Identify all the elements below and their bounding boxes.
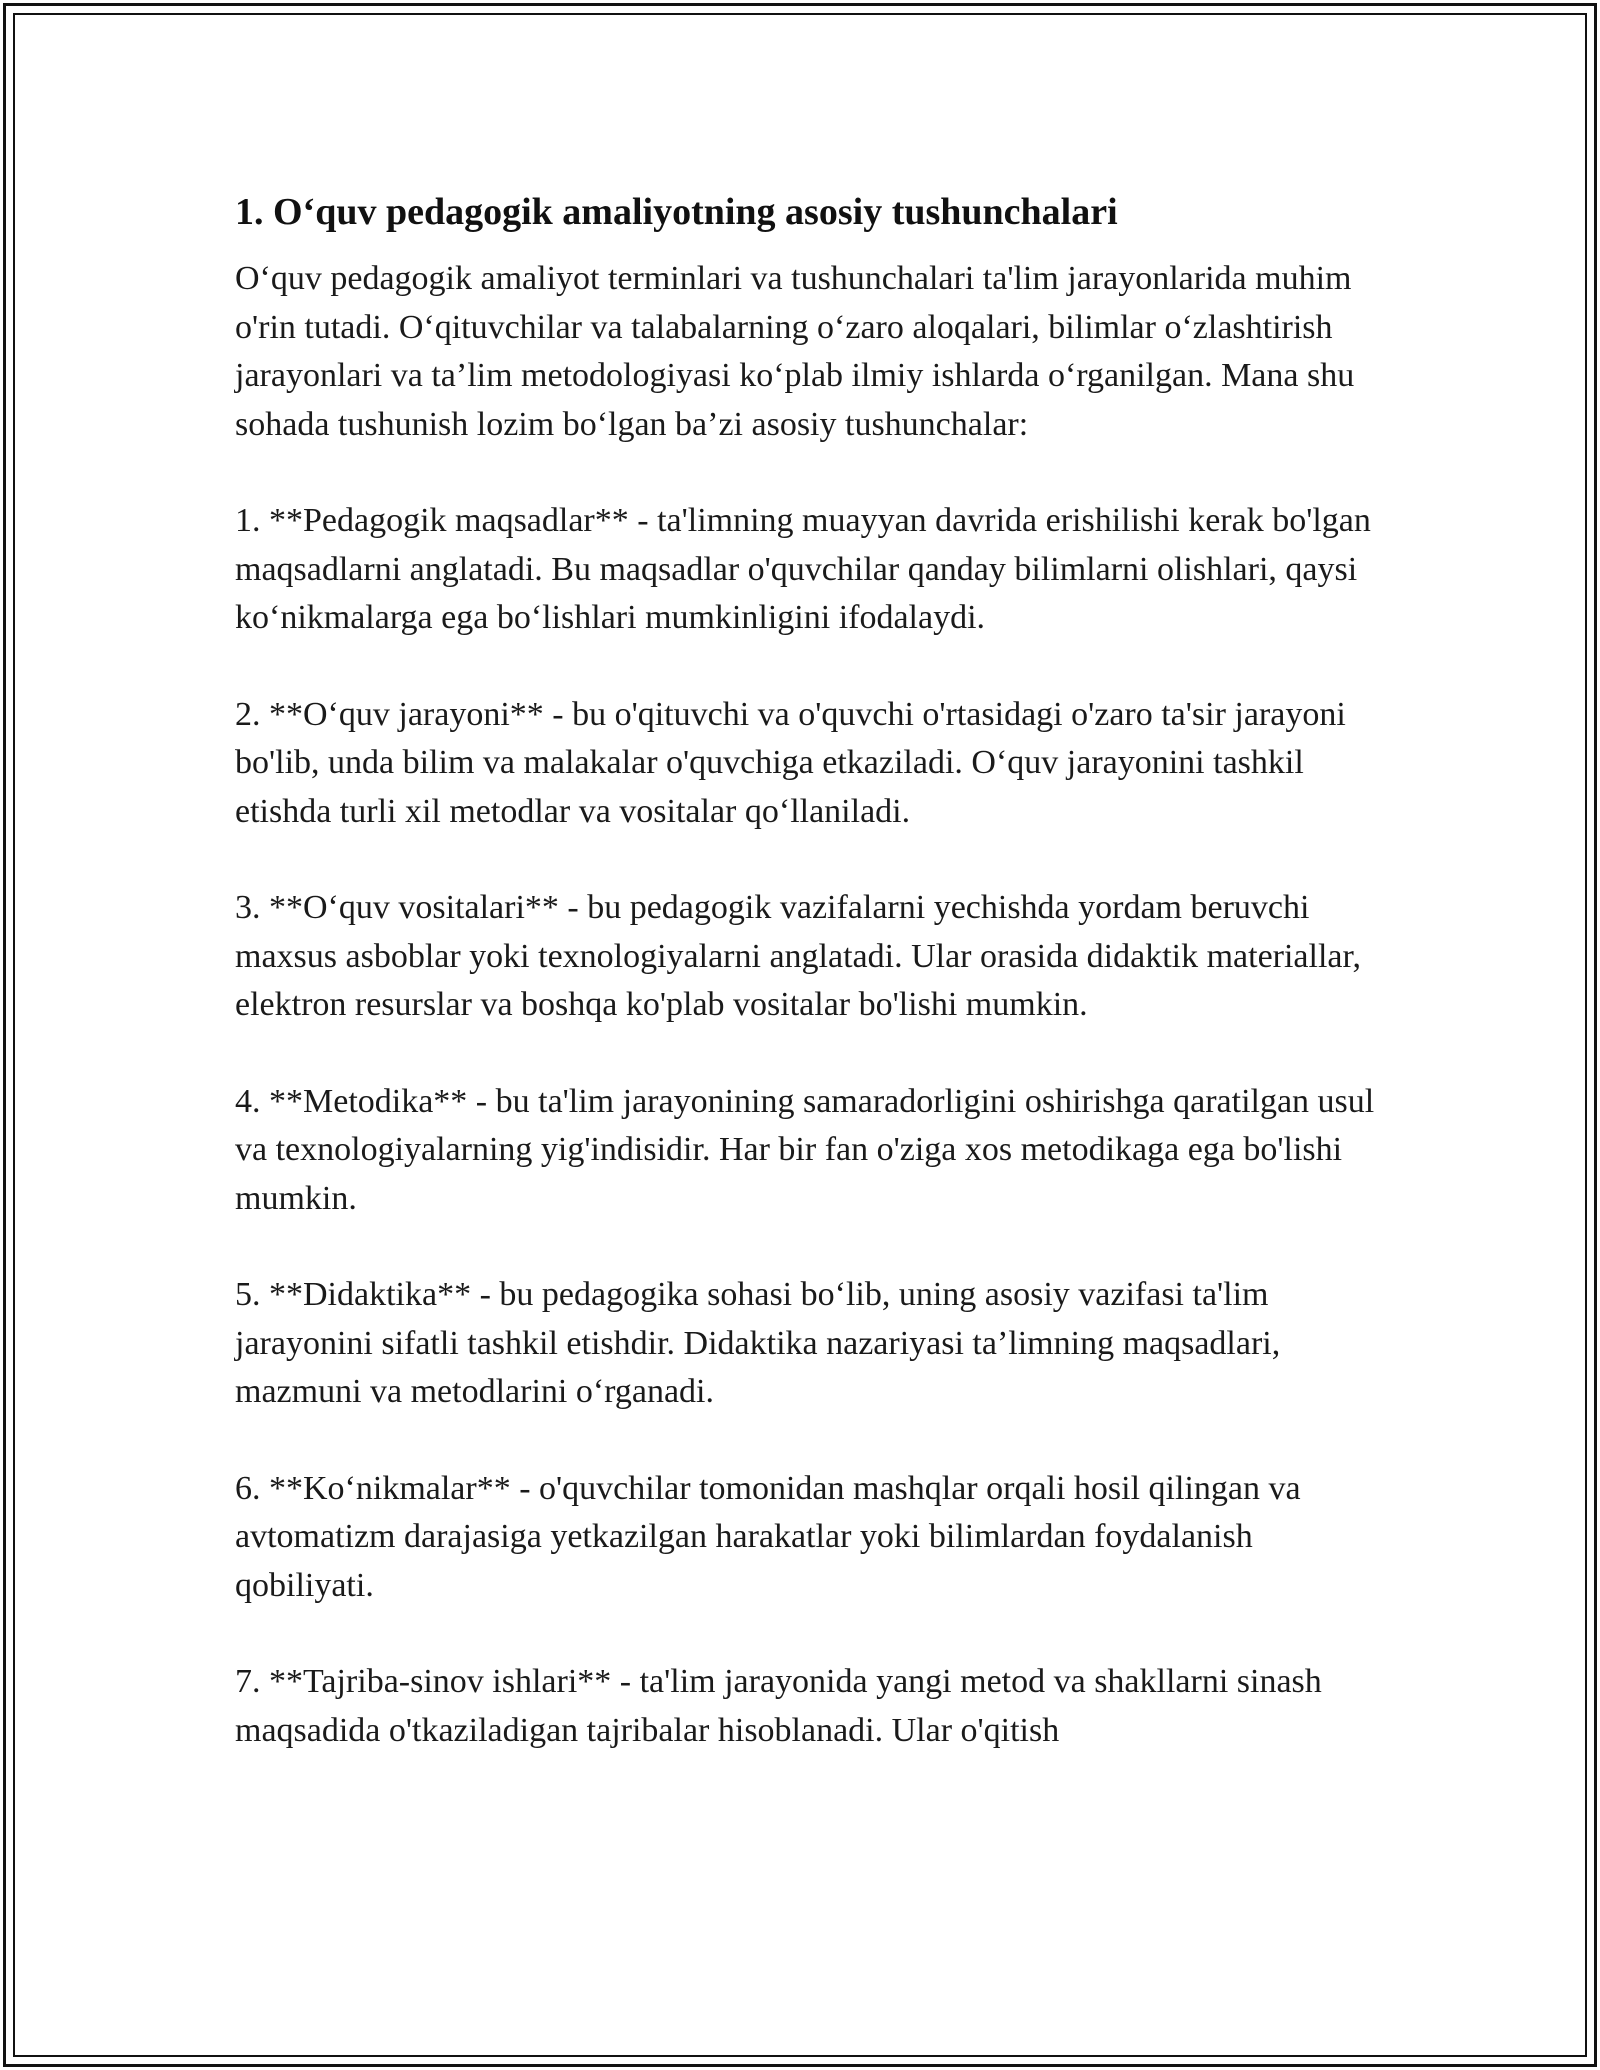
- list-item-2: 2. **O‘quv jarayoni** - bu o'qituvchi va o'quvchi o'rtasidagi o'zaro ta'sir jarayoni bo'lib, unda bilim va malakalar o'quvchiga etkaziladi. O‘quv jarayonini tashkil etishda turli xil metodlar va vositalar qo‘llaniladi.: [235, 695, 1346, 830]
- list-item-1: 1. **Pedagogik maqsadlar** - ta'limning muayyan davrida erishilishi kerak bo'lgan maqsadlarni anglatadi. Bu maqsadlar o'quvchilar qanday bilimlarni olishlari, qaysi ko‘nikmalarga ega bo‘lishlari mumkinligini ifodalaydi.: [235, 502, 1371, 636]
- intro-paragraph: O‘quv pedagogik amaliyot terminlari va tushunchalari ta'lim jarayonlarida muhim o'rin tutadi. O‘qituvchilar va talabalarning o‘zaro aloqalari, bilimlar o‘zlashtirish jarayonlari va ta’lim metodologiyasi ko‘plab ilmiy ishlarda o‘rganilgan. Mana shu sohada tushunish lozim bo‘lgan ba’zi asosiy tushunchalar:: [235, 260, 1355, 443]
- document-body: [235, 187, 1385, 1755]
- list-item-7: 7. **Tajriba-sinov ishlari** - ta'lim jarayonida yangi metod va shakllarni sinash maqsadida o'tkaziladigan tajribalar hisoblanadi. Ular o'qitish: [235, 1663, 1322, 1749]
- list-item-4: 4. **Metodika** - bu ta'lim jarayonining samaradorligini oshirishga qaratilgan usul va texnologiyalarning yig'indisidir. Har bir fan o'ziga xos metodikaga ega bo'lishi mumkin.: [235, 1082, 1375, 1217]
- list-item-5: 5. **Didaktika** - bu pedagogika sohasi bo‘lib, uning asosiy vazifasi ta'lim jarayonini sifatli tashkil etishdir. Didaktika nazariyasi ta’limning maqsadlari, mazmuni va metodlarini o‘rganadi.: [235, 1276, 1281, 1410]
- list-item-3: 3. **O‘quv vositalari** - bu pedagogik vazifalarni yechishda yordam beruvchi maxsus asboblar yoki texnologiyalarni anglatadi. Ular orasida didaktik materiallar, elektron resurslar va boshqa ko'plab vositalar bo'lishi mumkin.: [235, 889, 1361, 1023]
- section-title: 1. O‘quv pedagogik amaliyotning asosiy tushunchalari: [235, 191, 1118, 233]
- list-item-6: 6. **Ko‘nikmalar** - o'quvchilar tomonidan mashqlar orqali hosil qilingan va avtomatizm darajasiga yetkazilgan harakatlar yoki bilimlardan foydalanish qobiliyati.: [235, 1469, 1301, 1604]
